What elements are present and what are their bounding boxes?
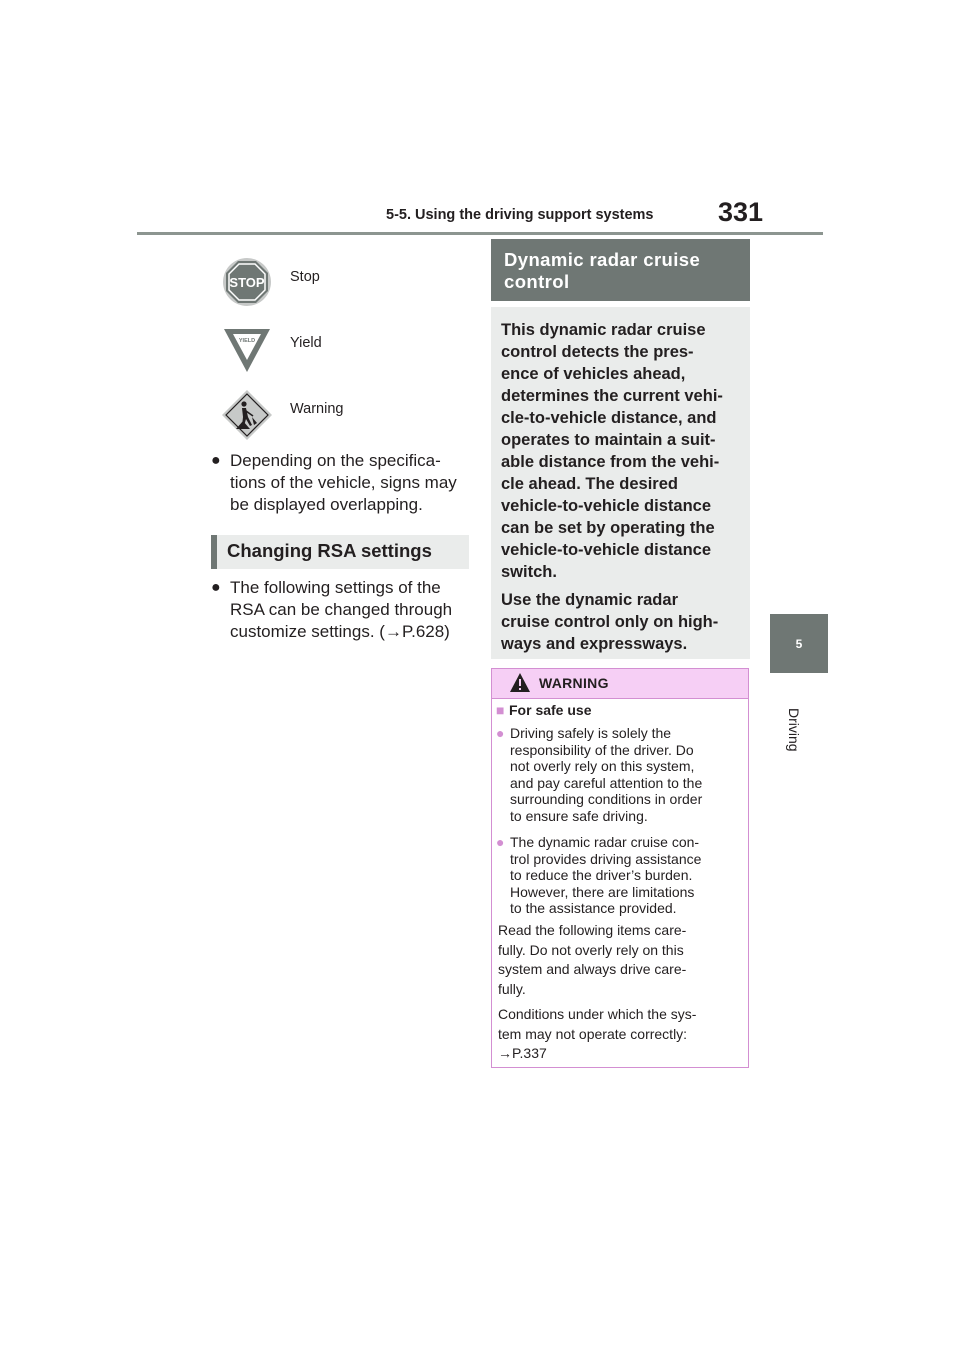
warning-item1-line: Driving safely is solely the [510,725,672,741]
use-line: cruise control only on high- [501,613,719,631]
intro-line: cle ahead. The desired [501,475,678,493]
warning-para1-line: Read the following items care- [498,922,687,938]
intro-line: This dynamic radar cruise [501,321,706,339]
warning-item2-line: However, there are limitations [510,883,695,900]
drc-intro-box [491,307,750,659]
section-title: 5-5. Using the driving support systems [386,207,654,223]
warning-header [492,669,748,699]
warning-triangle-icon [509,672,531,693]
warning-item2-line: trol provides driving assistance [510,850,702,867]
dot-bullet-icon: ● [496,834,505,850]
chapter-number: 5 [795,636,803,651]
chapter-tab[interactable] [770,614,828,673]
dot-bullet-icon: ● [496,725,505,741]
bullet-dot: ● [211,452,221,469]
intro-line: switch. [501,563,557,581]
bullet-settings [211,577,471,647]
bullet-overlap-line: Depending on the specifica- [230,451,441,470]
use-line: ways and expressways. [501,635,688,653]
intro-line: vehicle-to-vehicle distance [501,497,711,515]
chapter-name: Driving [786,708,802,752]
warning-item1-line: surrounding conditions in order [510,791,703,807]
intro-line: can be set by operating the [501,519,715,537]
intro-line: operates to maintain a suit- [501,431,716,449]
road-work-sign-icon [221,389,271,439]
intro-line: ence of vehicles ahead, [501,365,686,383]
square-bullet-icon: ■ [496,702,505,718]
stop-sign-icon [222,257,272,307]
warning-box [491,668,749,1068]
bullet-dot: ● [211,579,221,596]
bullet-settings-line[interactable]: customize settings. (→P.628) [230,622,450,641]
page-number: 331 [718,197,764,227]
warning-item2-line: to the assistance provided. [510,900,677,916]
warning-para1-line: fully. Do not overly rely on this [498,941,684,958]
intro-line: vehicle-to-vehicle distance [501,541,711,559]
page-reference-link[interactable]: →P.337 [498,1045,547,1061]
warning-para2-line: Conditions under which the sys- [498,1006,697,1022]
bullet-overlap-line: be displayed overlapping. [230,495,423,514]
yield-sign-text: YIELD [238,338,256,344]
bullet-settings-line: RSA can be changed through [230,600,453,619]
drc-heading-line: Dynamic radar cruise [504,249,701,270]
rsa-settings-heading [211,535,469,569]
warning-item1-line: not overly rely on this system, [510,758,695,774]
intro-line: control detects the pres- [501,343,694,361]
warning-para1-line: fully. [498,980,526,997]
use-line: Use the dynamic radar [501,591,678,609]
warning-para1-line: system and always drive care- [498,961,687,977]
warning-item2-line: The dynamic radar cruise con- [510,834,700,850]
warning-item1-line: to ensure safe driving. [510,807,648,824]
drc-heading-line: control [504,271,570,292]
warning-item1-line: and pay careful attention to the [510,774,703,791]
warning-subheading: For safe use [509,702,592,718]
header-rule [137,232,823,235]
warning-item2-line: to reduce the driver’s burden. [510,867,693,883]
intro-line: cle-to-vehicle distance, and [501,409,717,427]
warning-item1-line: responsibility of the driver. Do [510,741,694,758]
bullet-settings-line: The following settings of the [230,578,441,597]
rsa-settings-heading-text: Changing RSA settings [227,540,432,561]
intro-line: determines the current vehi- [501,387,723,405]
sign-label-stop: Stop [290,269,320,285]
stop-sign-text: STOP [229,275,265,290]
bullet-overlap [211,450,471,520]
sign-label-warning: Warning [290,401,344,417]
sign-label-yield: Yield [290,335,322,351]
warning-para2-line: tem may not operate correctly: [498,1025,688,1042]
warning-title: WARNING [539,675,609,691]
intro-line: able distance from the vehi- [501,453,720,471]
drc-heading [491,239,750,301]
bullet-overlap-line: tions of the vehicle, signs may [230,473,457,492]
yield-sign-icon [222,325,272,375]
